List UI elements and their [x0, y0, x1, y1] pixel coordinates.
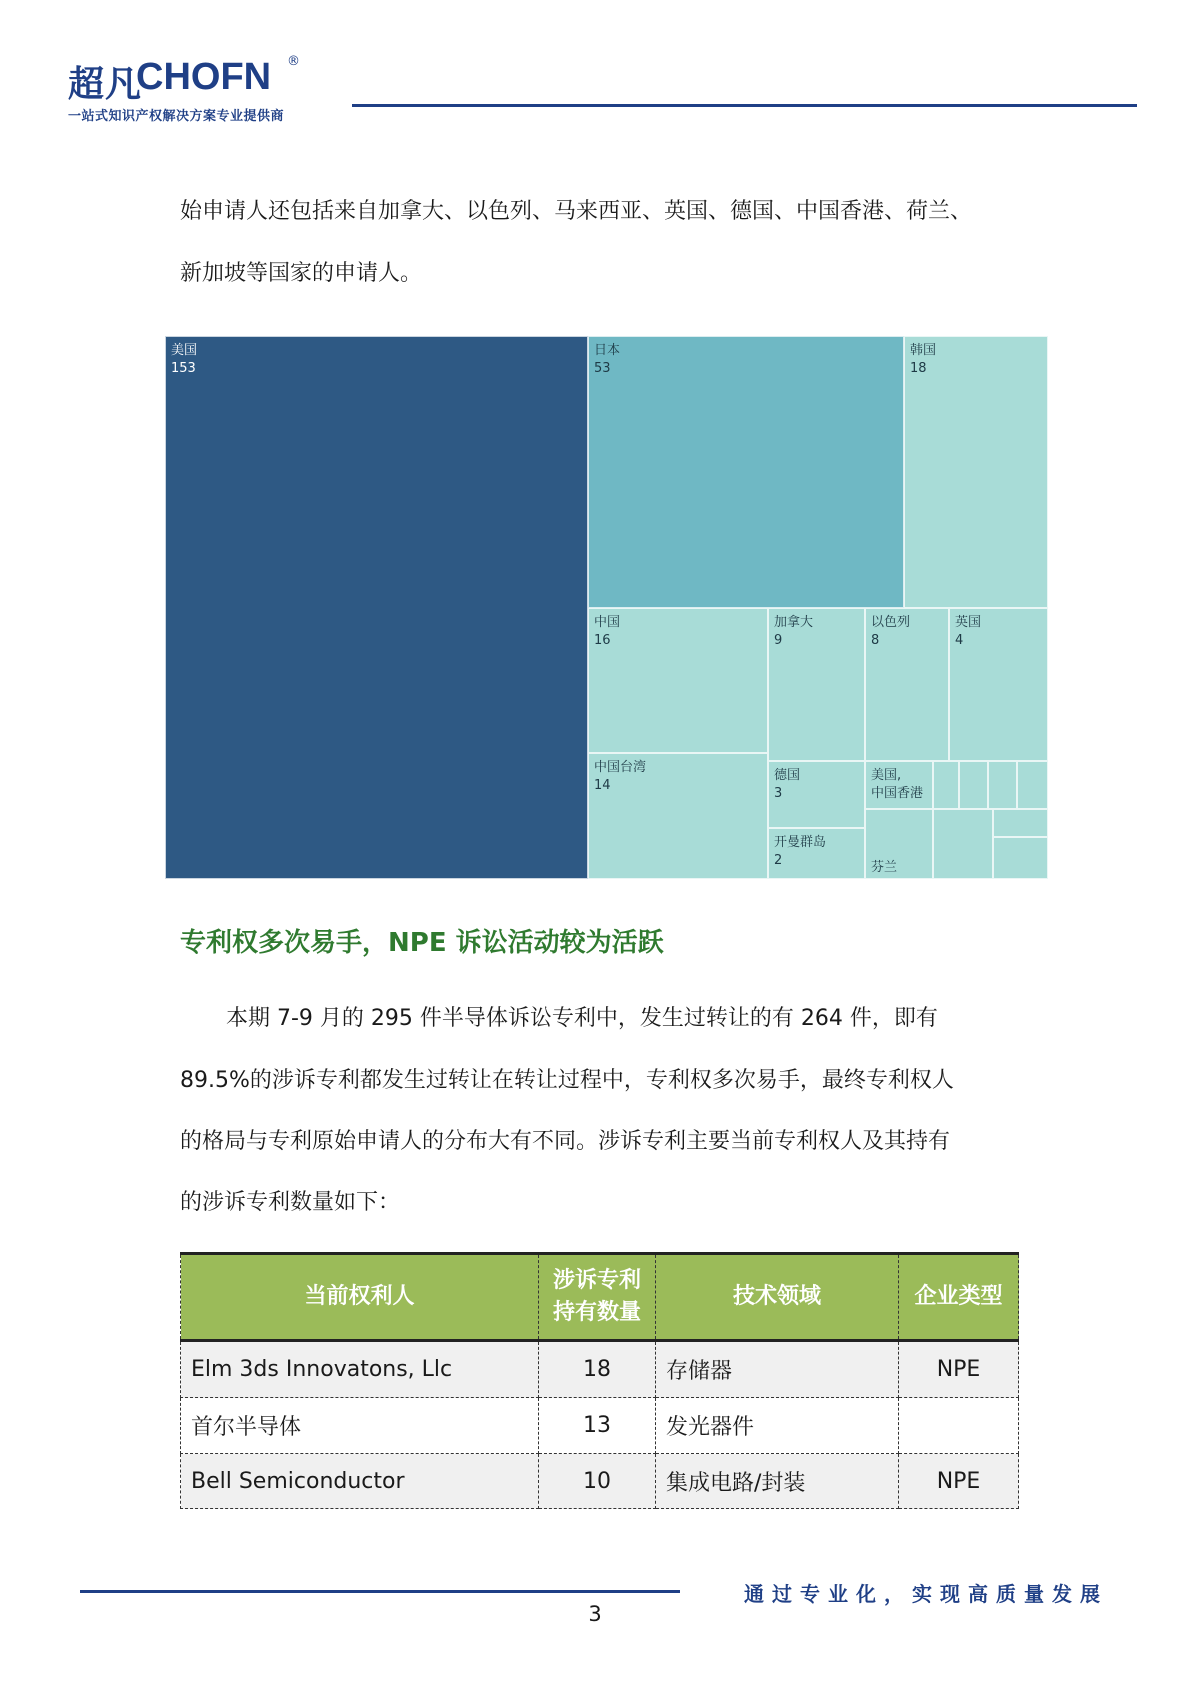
treemap-cell — [768, 828, 865, 879]
treemap-cell — [588, 336, 904, 608]
treemap-cell — [904, 336, 1048, 608]
treemap-value: 8 — [871, 633, 880, 648]
treemap-cell — [959, 761, 988, 809]
body-line-1: 本期 7-9 月的 295 件半导体诉讼专利中，发生过转让的有 264 件，即有 — [226, 1006, 938, 1031]
section-title: 专利权多次易手，NPE 诉讼活动较为活跃 — [180, 928, 664, 958]
treemap-value: 53 — [594, 361, 611, 376]
footer-divider — [80, 1590, 680, 1593]
treemap-value: 2 — [774, 853, 783, 868]
cell-type: NPE — [899, 1454, 1019, 1509]
cell-type — [899, 1398, 1019, 1454]
treemap-cell — [865, 809, 933, 879]
header-type: 企业类型 — [899, 1254, 1019, 1341]
treemap-label: 英国 — [955, 615, 982, 630]
treemap-label: 芬兰 — [871, 860, 898, 875]
header-field: 技术领域 — [656, 1254, 899, 1341]
treemap-chart — [165, 336, 1048, 879]
treemap-value: 18 — [910, 361, 927, 376]
treemap-label: 德国 — [774, 768, 801, 783]
cell-holder: Bell Semiconductor — [181, 1454, 539, 1509]
cell-type: NPE — [899, 1341, 1019, 1398]
treemap-label: 以色列 — [871, 615, 911, 630]
table-row — [181, 1341, 1019, 1398]
body-line-4: 的涉诉专利数量如下： — [180, 1190, 401, 1215]
treemap-cell — [933, 809, 993, 879]
treemap-cell — [988, 761, 1017, 809]
treemap-label: 美国, — [871, 768, 902, 783]
treemap-cell — [588, 608, 768, 753]
header-count-line: 涉诉专利 — [552, 1268, 641, 1293]
treemap-label: 加拿大 — [774, 615, 814, 630]
tagline: 一站式知识产权解决方案专业提供商 — [68, 109, 285, 124]
cell-holder: 首尔半导体 — [181, 1398, 539, 1454]
cell-count: 10 — [539, 1454, 656, 1509]
treemap-cell — [165, 336, 588, 879]
cell-field: 存储器 — [656, 1341, 899, 1398]
treemap-label: 日本 — [594, 343, 621, 358]
treemap-value: 9 — [774, 633, 783, 648]
treemap-label: 韩国 — [910, 343, 937, 358]
treemap-cell — [865, 608, 949, 761]
treemap-label: 中国台湾 — [594, 760, 647, 775]
treemap-label: 开曼群岛 — [774, 835, 827, 850]
logo-cn-text: 超凡 — [68, 64, 143, 105]
table-row — [181, 1454, 1019, 1509]
page-number: 3 — [588, 1602, 602, 1626]
table-header-row — [181, 1254, 1019, 1341]
header-count — [539, 1254, 656, 1341]
treemap-cell — [768, 761, 865, 828]
cell-count: 18 — [539, 1341, 656, 1398]
treemap-cell — [1017, 761, 1048, 809]
header-count-line: 持有数量 — [552, 1300, 641, 1325]
patent-holder-table — [180, 1252, 1019, 1509]
cell-field: 集成电路/封装 — [656, 1454, 899, 1509]
header-holder: 当前权利人 — [181, 1254, 539, 1341]
treemap-cell — [768, 608, 865, 761]
treemap-value: 3 — [774, 786, 783, 801]
treemap-cell — [993, 837, 1048, 879]
cell-count: 13 — [539, 1398, 656, 1454]
logo-en-text: CHOFN — [136, 56, 272, 98]
treemap-cell — [865, 761, 933, 809]
body-line-2: 89.5%的涉诉专利都发生过转让在转让过程中，专利权多次易手，最终专利权人 — [180, 1068, 954, 1093]
treemap-label: 中国 — [594, 615, 621, 630]
treemap-label: 中国香港 — [871, 786, 924, 801]
treemap-cell — [949, 608, 1048, 761]
treemap-value: 153 — [171, 361, 196, 376]
treemap-cell — [588, 753, 768, 879]
body-line-3: 的格局与专利原始申请人的分布大有不同。涉诉专利主要当前专利权人及其持有 — [180, 1129, 951, 1154]
treemap-value: 16 — [594, 633, 611, 648]
footer-slogan: 通过专业化，实现高质量发展 — [744, 1582, 1108, 1606]
treemap-label: 美国 — [171, 343, 198, 358]
intro-line-1: 始申请人还包括来自加拿大、以色列、马来西亚、英国、德国、中国香港、荷兰、 — [180, 199, 973, 224]
table-row — [181, 1398, 1019, 1454]
treemap-value: 4 — [955, 633, 964, 648]
treemap-cell — [993, 809, 1048, 837]
header-divider — [352, 104, 1137, 107]
cell-holder: Elm 3ds Innovatons, Llc — [181, 1341, 539, 1398]
cell-field: 发光器件 — [656, 1398, 899, 1454]
treemap-value: 14 — [594, 778, 611, 793]
intro-line-2: 新加坡等国家的申请人。 — [180, 261, 423, 286]
treemap-cell — [933, 761, 959, 809]
registered-mark: ® — [287, 54, 300, 69]
